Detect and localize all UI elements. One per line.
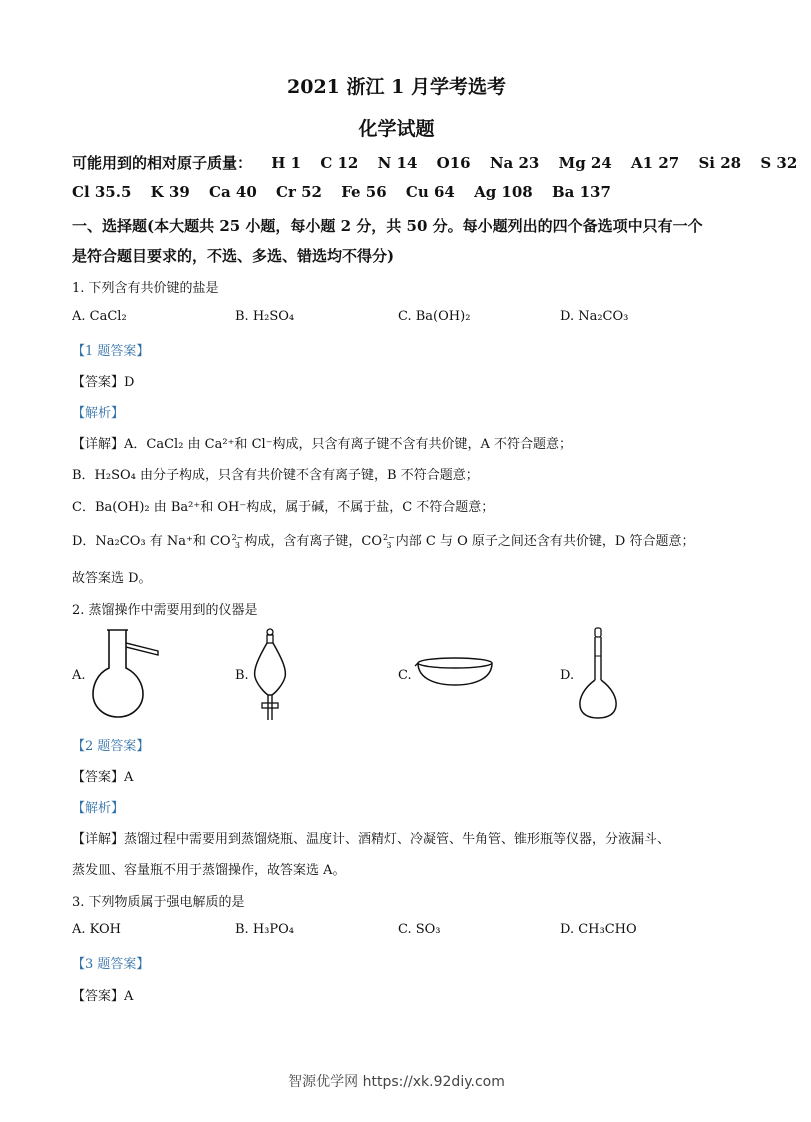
q1-option-b: B. H₂SO₄ <box>235 309 295 324</box>
q2-option-d-label: D. <box>560 668 575 683</box>
q3-option-d: D. CH₃CHO <box>560 922 637 937</box>
page-title: 2021 浙江 1 月学考选考 <box>287 76 506 98</box>
atomic-mass-item: N 14 <box>377 154 418 172</box>
q2-option-a-label: A. <box>72 668 86 683</box>
atomic-mass-item: Mg 24 <box>558 154 612 172</box>
q3-option-c: C. SO₃ <box>398 922 441 937</box>
atomic-mass-item: S 32 <box>760 154 798 172</box>
atomic-mass-item: A1 27 <box>631 154 680 172</box>
atomic-mass-row-2 <box>72 183 625 201</box>
atomic-mass-item: Cr 52 <box>276 183 322 201</box>
q1-analysis-tag: 【解析】 <box>72 406 125 421</box>
atomic-mass-item: C 12 <box>320 154 359 172</box>
q1-detail-2: B．H₂SO₄ 由分子构成，只含有共价键不含有离子键，B 不符合题意； <box>72 468 479 483</box>
q2-stem: 2. 蒸馏操作中需要用到的仪器是 <box>72 603 258 618</box>
q1-option-c: C. Ba(OH)₂ <box>398 309 471 324</box>
q2-answer: 【答案】A <box>72 770 134 785</box>
atomic-mass-item: O16 <box>436 154 471 172</box>
q3-option-b: B. H₃PO₄ <box>235 922 294 937</box>
q3-stem: 3. 下列物质属于强电解质的是 <box>72 895 245 910</box>
atomic-mass-row-1 <box>72 152 811 173</box>
q1-option-a: A. CaCl₂ <box>72 309 127 324</box>
q2-detail-2: 蒸发皿、容量瓶不用于蒸馏操作，故答案选 A。 <box>72 863 346 878</box>
fraction-bottom: 3 <box>234 540 241 550</box>
atomic-mass-item: Ca 40 <box>209 183 257 201</box>
q1-answer-tag: 【1 题答案】 <box>72 344 150 359</box>
atomic-mass-item: Ag 108 <box>474 183 533 201</box>
q1-conclusion: 故答案选 D。 <box>72 571 152 586</box>
q1-detail-4-part-3: 内部 C 与 O 原子之间还含有共价键，D 符合题意； <box>395 534 695 549</box>
q1-detail-3: C．Ba(OH)₂ 由 Ba²⁺和 OH⁻构成，属于碱，不属于盐，C 不符合题意； <box>72 500 495 515</box>
q1-detail-4-part-1: D．Na₂CO₃ 有 Na⁺和 CO <box>72 534 231 549</box>
q3-answer-tag: 【3 题答案】 <box>72 957 150 972</box>
q3-answer: 【答案】A <box>72 989 134 1004</box>
q1-detail-4 <box>72 530 694 550</box>
separatory-funnel-icon <box>247 627 293 723</box>
q3-option-a: A. KOH <box>72 922 122 937</box>
q2-option-c-label: C. <box>398 668 412 683</box>
q2-detail-1: 【详解】蒸馏过程中需要用到蒸馏烧瓶、温度计、酒精灯、冷凝管、牛角管、锥形瓶等仪器，分液漏斗、 <box>72 832 671 847</box>
atomic-mass-item: Na 23 <box>489 154 540 172</box>
q1-option-d: D. Na₂CO₃ <box>560 309 629 324</box>
fraction-top: 2− <box>231 532 244 542</box>
page-subtitle: 化学试题 <box>358 118 435 140</box>
q1-stem: 1. 下列含有共价键的盐是 <box>72 281 219 296</box>
q1-detail-1: 【详解】A．CaCl₂ 由 Ca²⁺和 Cl⁻构成，只含有离子键不含有共价键，A 不符合题意； <box>72 437 573 452</box>
carbonate-charge-fraction <box>383 534 395 550</box>
footer-watermark: 智源优学网 https://xk.92diy.com <box>288 1074 505 1090</box>
q2-answer-tag: 【2 题答案】 <box>72 739 150 754</box>
distillation-flask-icon <box>88 627 164 721</box>
atomic-mass-item: Fe 56 <box>341 183 387 201</box>
q2-option-b-label: B. <box>235 668 249 683</box>
atomic-mass-item: Si 28 <box>698 154 742 172</box>
fraction-bottom: 3 <box>386 540 392 550</box>
atomic-mass-item: H 1 <box>271 154 302 172</box>
q1-detail-4-part-2: 构成，含有离子键，CO <box>244 534 382 549</box>
atomic-mass-item: Cl 35.5 <box>72 183 132 201</box>
atomic-mass-item: Ba 137 <box>551 183 611 201</box>
atomic-mass-item: K 39 <box>150 183 190 201</box>
evaporating-dish-icon <box>414 655 496 689</box>
section-heading-line-1: 一、选择题(本大题共 25 小题，每小题 2 分，共 50 分。每小题列出的四个备选项中只有一个 <box>72 217 703 235</box>
q2-analysis-tag: 【解析】 <box>72 801 125 816</box>
carbonate-charge-fraction <box>232 534 244 550</box>
atomic-mass-item: Cu 64 <box>405 183 455 201</box>
volumetric-flask-icon <box>574 626 624 722</box>
fraction-top: 2− <box>382 532 395 542</box>
section-heading-line-2: 是符合题目要求的，不选、多选、错选均不得分) <box>72 247 395 265</box>
atomic-mass-label: 可能用到的相对原子质量： <box>72 154 253 172</box>
q1-answer: 【答案】D <box>72 375 135 390</box>
